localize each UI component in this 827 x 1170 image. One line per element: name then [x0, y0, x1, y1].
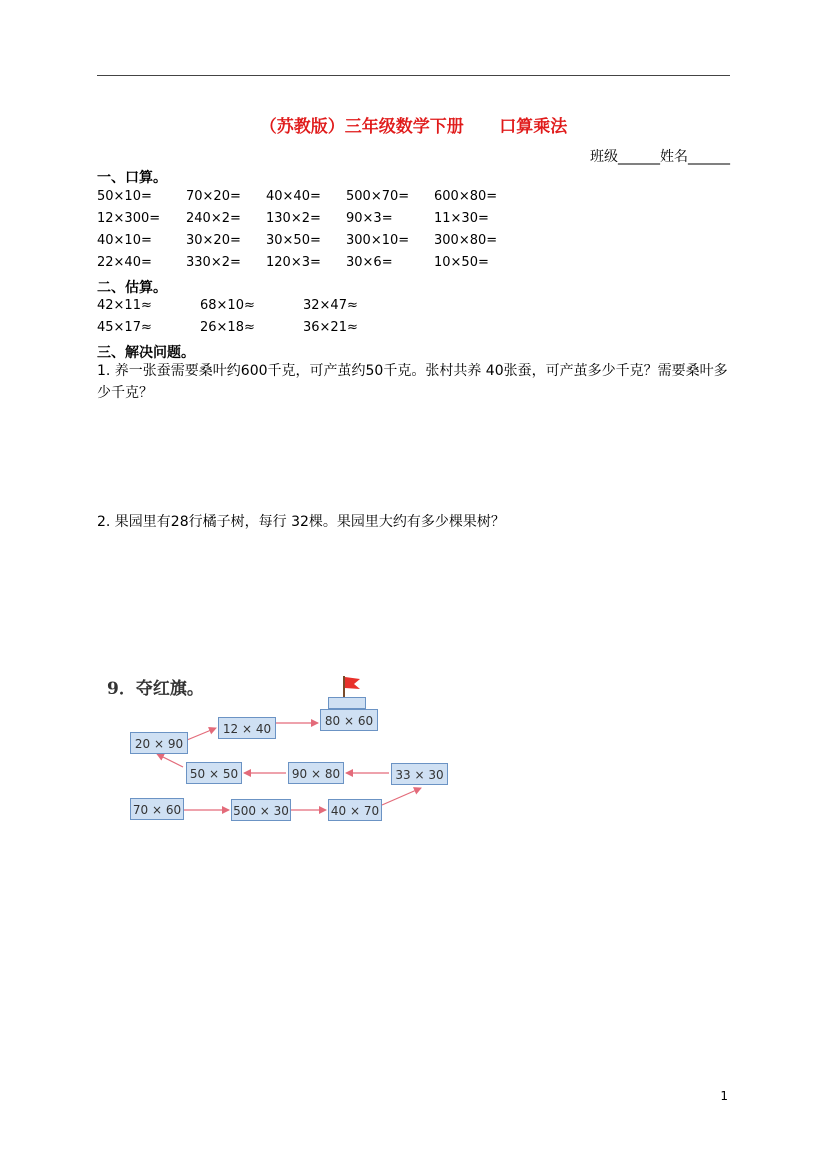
box-40x70: 40 × 70: [328, 799, 382, 821]
estimate-item: 68×10≈: [200, 298, 255, 313]
estimate-item: 36×21≈: [303, 320, 358, 335]
oral-item: 40×10=: [97, 233, 152, 248]
oral-item: 500×70=: [346, 189, 410, 204]
red-flag-icon: [345, 677, 360, 689]
arrow-50x50-to-20x90: [157, 754, 183, 767]
box-70x60: 70 × 60: [130, 798, 184, 820]
arrow-20x90-to-12x40: [187, 728, 216, 740]
figure-title: 9．夺红旗。: [107, 679, 204, 699]
section1-heading: 一、口算。: [97, 170, 167, 186]
box-33x30: 33 × 30: [391, 763, 448, 785]
oral-item: 130×2=: [266, 211, 321, 226]
box-20x90: 20 × 90: [130, 732, 188, 754]
oral-item: 11×30=: [434, 211, 489, 226]
estimate-item: 26×18≈: [200, 320, 255, 335]
oral-item: 330×2=: [186, 255, 241, 270]
oral-item: 300×10=: [346, 233, 410, 248]
oral-item: 50×10=: [97, 189, 152, 204]
oral-item: 22×40=: [97, 255, 152, 270]
estimate-item: 45×17≈: [97, 320, 152, 335]
box-50x50: 50 × 50: [186, 762, 242, 784]
oral-item: 600×80=: [434, 189, 498, 204]
oral-item: 300×80=: [434, 233, 498, 248]
arrow-40x70-to-33x30: [382, 788, 421, 805]
estimate-item: 32×47≈: [303, 298, 358, 313]
box-500x30: 500 × 30: [231, 799, 291, 821]
oral-item: 90×3=: [346, 211, 393, 226]
page-number: 1: [720, 1089, 728, 1103]
oral-item: 30×50=: [266, 233, 321, 248]
problem-1: 1. 养一张蚕需要桑叶约600千克，可产茧约50千克。张村共养 40张蚕，可产茧多少千克？需要桑叶多少千克？: [97, 363, 728, 401]
class-name-line: 班级______姓名______: [590, 149, 730, 165]
oral-item: 40×40=: [266, 189, 321, 204]
page-title: （苏教版）三年级数学下册 口算乘法: [259, 117, 568, 137]
oral-item: 30×20=: [186, 233, 241, 248]
estimate-item: 42×11≈: [97, 298, 152, 313]
oral-item: 70×20=: [186, 189, 241, 204]
oral-item: 240×2=: [186, 211, 241, 226]
box-80x60: 80 × 60: [320, 709, 378, 731]
oral-item: 120×3=: [266, 255, 321, 270]
oral-item: 10×50=: [434, 255, 489, 270]
flag-podium: [328, 697, 366, 709]
section3-heading: 三、解决问题。: [97, 345, 195, 361]
box-12x40: 12 × 40: [218, 717, 276, 739]
oral-item: 30×6=: [346, 255, 393, 270]
section2-heading: 二、估算。: [97, 280, 167, 296]
box-90x80: 90 × 80: [288, 762, 344, 784]
problem-2: 2. 果园里有28行橘子树，每行 32棵。果园里大约有多少棵果树？: [97, 514, 505, 530]
oral-item: 12×300=: [97, 211, 161, 226]
